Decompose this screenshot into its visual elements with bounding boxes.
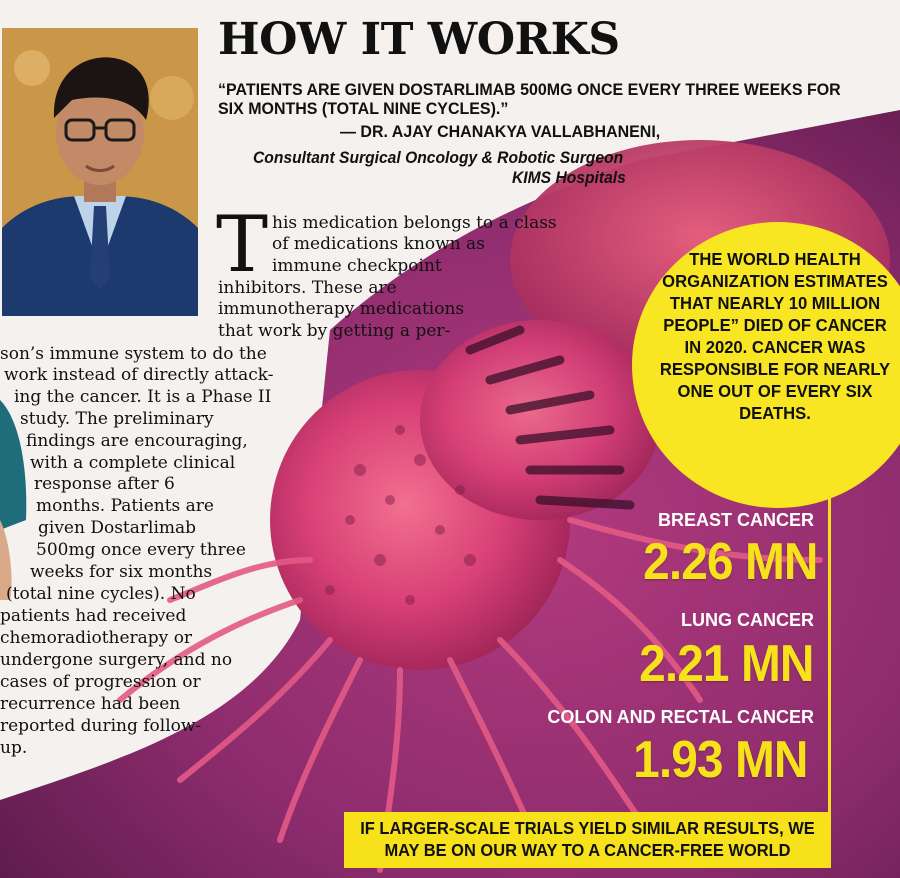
body-line: work instead of directly attack- (4, 365, 274, 385)
doctor-portrait-image (2, 28, 198, 316)
body-line: undergone surgery, and no (0, 650, 233, 670)
body-line: given Dostarlimab (38, 518, 197, 538)
stat-label-colon-rectal-cancer: COLON AND RECTAL CANCER (547, 707, 814, 727)
stat-value-colon-rectal-cancer: 1.93 MN (633, 731, 808, 789)
body-line: study. The preliminary (20, 409, 214, 429)
stat-label-lung-cancer: LUNG CANCER (681, 610, 814, 630)
stat-value-lung-cancer: 2.21 MN (639, 635, 814, 693)
stat-label-breast-cancer: BREAST CANCER (657, 510, 814, 530)
body-line: up. (0, 738, 28, 758)
body-line: months. Patients are (36, 496, 214, 516)
body-line: reported during follow- (0, 716, 202, 736)
body-line: immunotherapy medications (218, 299, 465, 319)
quote-attribution-org: KIMS Hospitals (512, 168, 626, 187)
body-line: response after 6 (34, 474, 175, 494)
quote-attribution-name: — DR. AJAY CHANAKYA VALLABHANENI, (340, 122, 661, 141)
body-line: that work by getting a per- (218, 321, 451, 341)
stats-frame-line (828, 495, 831, 813)
body-line: ing the cancer. It is a Phase II (14, 387, 272, 407)
pull-quote: “PATIENTS ARE GIVEN DOSTARLIMAB 500MG ONCE EVERY THREE WEEKS FOR SIX MONTHS (TOTAL NINE CYCLES).” (218, 80, 841, 118)
stat-value-breast-cancer: 2.26 MN (643, 533, 818, 591)
body-line: weeks for six months (30, 562, 213, 582)
body-line: chemoradiotherapy or (0, 628, 193, 648)
body-line: inhibitors. These are (218, 278, 397, 298)
body-line: (total nine cycles). No (6, 584, 196, 604)
body-line: with a complete clinical (30, 453, 236, 473)
body-line: findings are encouraging, (26, 431, 248, 451)
body-line: son’s immune system to do the (0, 344, 267, 364)
page-title: HOW IT WORKS (218, 14, 620, 65)
body-line: cases of progression or (0, 672, 201, 692)
drop-cap: T (216, 200, 269, 290)
body-line: patients had received (0, 606, 187, 626)
conclusion-banner-text: IF LARGER-SCALE TRIALS YIELD SIMILAR RESULTS, WE MAY BE ON OUR WAY TO A CANCER-FREE WORLD (360, 818, 815, 860)
who-callout-text: THE WORLD HEALTH ORGANIZATION ESTIMATES THAT NEARLY 10 MILLION PEOPLE” DIED OF CANCER IN 2020. CANCER WAS RESPONSIBLE FOR NEARLY ONE OUT OF EVERY SIX DEATHS. (659, 249, 891, 423)
body-line: immune checkpoint (272, 256, 442, 276)
body-line: of medications known as (272, 234, 485, 254)
body-line: 500mg once every three (36, 540, 246, 560)
body-line: recurrence had been (0, 694, 181, 714)
doctor-photo (2, 28, 198, 316)
quote-attribution-title: Consultant Surgical Oncology & Robotic Surgeon (253, 148, 624, 167)
body-line: his medication belongs to a class (272, 213, 557, 233)
